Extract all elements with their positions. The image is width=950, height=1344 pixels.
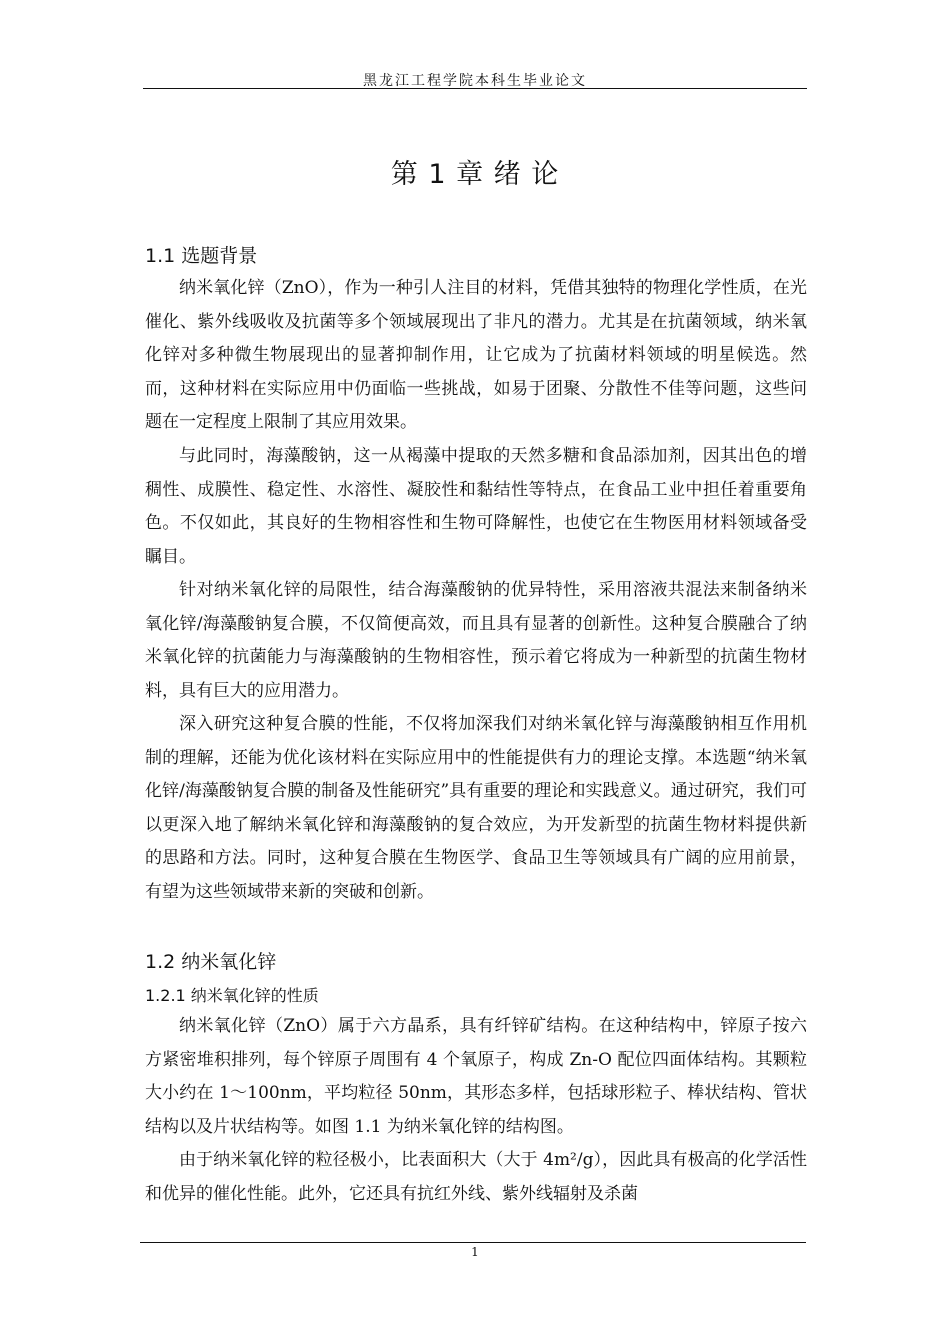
paragraph-3: 针对纳米氧化锌的局限性，结合海藻酸钠的优异特性，采用溶液共混法来制备纳米氧化锌/海藻酸钠复合膜，不仅简便高效，而且具有显著的创新性。这种复合膜融合了纳米氧化锌的抗菌能力与海藻酸钠的生物相容性，预示着它将成为一种新型的抗菌生物材料，具有巨大的应用潜力。: [145, 580, 807, 701]
paragraph-1: 纳米氧化锌（ZnO），作为一种引人注目的材料，凭借其独特的物理化学性质，在光催化、紫外线吸收及抗菌等多个领域展现出了非凡的潜力。尤其是在抗菌领域，纳米氧化锌对多种微生物展现出的显著抑制作用，让它成为了抗菌材料领域的明星候选。然而，这种材料在实际应用中仍面临一些挑战，如易于团聚、分散性不佳等问题，这些问题在一定程度上限制了其应用效果。: [145, 278, 807, 432]
paragraph-4: 深入研究这种复合膜的性能，不仅将加深我们对纳米氧化锌与海藻酸钠相互作用机制的理解，还能为优化该材料在实际应用中的性能提供有力的理论支撑。本选题“纳米氧化锌/海藻酸钠复合膜的制备及性能研究”具有重要的理论和实践意义。通过研究，我们可以更深入地了解纳米氧化锌和海藻酸钠的复合效应，为开发新型的抗菌生物材料提供新的思路和方法。同时，这种复合膜在生物医学、食品卫生等领域具有广阔的应用前景，有望为这些领域带来新的突破和创新。: [145, 714, 807, 902]
paragraph-6: 由于纳米氧化锌的粒径极小，比表面积大（大于 4m²/g），因此具有极高的化学活性和优异的催化性能。此外，它还具有抗红外线、紫外线辐射及杀菌: [145, 1150, 807, 1204]
header-rule: [143, 88, 807, 89]
section-heading-1-2: 1.2 纳米氧化锌: [145, 951, 277, 973]
section-heading-1-2-1: 1.2.1 纳米氧化锌的性质: [145, 986, 319, 1005]
paragraph-2: 与此同时，海藻酸钠，这一从褐藻中提取的天然多糖和食品添加剂，因其出色的增稠性、成膜性、稳定性、水溶性、凝胶性和黏结性等特点，在食品工业中担任着重要角色。不仅如此，其良好的生物相容性和生物可降解性，也使它在生物医用材料领域备受瞩目。: [145, 446, 807, 567]
footer-rule: [140, 1242, 806, 1243]
running-header: 黑龙江工程学院本科生毕业论文: [363, 73, 587, 89]
page-number: 1: [471, 1245, 479, 1259]
section-heading-1-1: 1.1 选题背景: [145, 245, 258, 267]
chapter-title: 第 1 章 绪 论: [390, 159, 560, 190]
paragraph-5: 纳米氧化锌（ZnO）属于六方晶系，具有纤锌矿结构。在这种结构中，锌原子按六方紧密堆积排列，每个锌原子周围有 4 个氧原子，构成 Zn-O 配位四面体结构。其颗粒大小约在 1～100nm，平均粒径 50nm，其形态多样，包括球形粒子、棒状结构、管状结构以及片状结构等。如图 1.1 为纳米氧化锌的结构图。: [145, 1016, 807, 1137]
